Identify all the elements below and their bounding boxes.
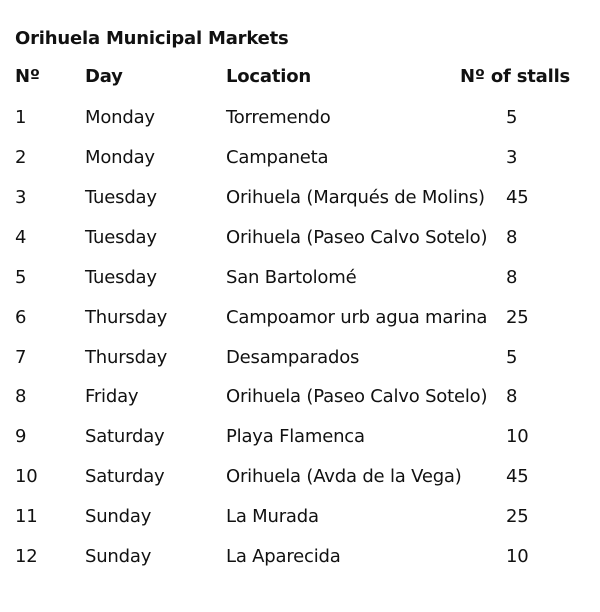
document-title: Orihuela Municipal Markets [15,28,289,49]
table-row [0,107,600,137]
row-location: La Murada [226,506,319,527]
table-row [0,307,600,337]
row-day: Saturday [85,466,165,487]
row-number: 9 [15,426,27,447]
row-number: 2 [15,147,27,168]
row-stalls: 8 [506,227,518,248]
table-row [0,227,600,257]
table-header-row [0,66,600,96]
row-location: Campaneta [226,147,329,168]
row-day: Tuesday [85,227,157,248]
row-day: Thursday [85,307,168,328]
table-row [0,506,600,536]
table-row [0,546,600,576]
row-stalls: 10 [506,546,529,567]
table-row [0,386,600,416]
row-location: Orihuela (Avda de la Vega) [226,466,462,487]
table-row [0,147,600,177]
row-number: 12 [15,546,38,567]
row-location: Desamparados [226,347,360,368]
row-location: Torremendo [226,107,331,128]
table-row [0,267,600,297]
row-number: 4 [15,227,27,248]
row-number: 7 [15,347,27,368]
row-location: La Aparecida [226,546,341,567]
row-location: Campoamor urb agua marina [226,307,488,328]
header-location: Location [226,66,312,87]
table-row [0,426,600,456]
row-day: Monday [85,107,155,128]
table-row [0,347,600,377]
table-row [0,187,600,217]
table-row [0,466,600,496]
row-location: Orihuela (Paseo Calvo Sotelo) [226,386,488,407]
row-stalls: 45 [506,466,529,487]
row-stalls: 5 [506,107,518,128]
row-stalls: 25 [506,307,529,328]
header-day: Day [85,66,123,87]
row-number: 3 [15,187,27,208]
row-day: Friday [85,386,139,407]
row-number: 6 [15,307,27,328]
row-day: Monday [85,147,155,168]
row-stalls: 8 [506,386,518,407]
row-number: 8 [15,386,27,407]
row-stalls: 10 [506,426,529,447]
row-stalls: 5 [506,347,518,368]
row-location: Orihuela (Paseo Calvo Sotelo) [226,227,488,248]
row-number: 1 [15,107,27,128]
row-number: 10 [15,466,38,487]
row-stalls: 45 [506,187,529,208]
header-stalls: Nº of stalls [460,66,571,87]
row-number: 5 [15,267,27,288]
row-day: Sunday [85,506,152,527]
row-day: Tuesday [85,187,157,208]
row-location: Orihuela (Marqués de Molins) [226,187,485,208]
row-day: Thursday [85,347,168,368]
row-stalls: 8 [506,267,518,288]
row-stalls: 25 [506,506,529,527]
row-location: San Bartolomé [226,267,357,288]
row-day: Saturday [85,426,165,447]
header-number: Nº [15,66,40,87]
row-location: Playa Flamenca [226,426,365,447]
row-stalls: 3 [506,147,518,168]
row-day: Tuesday [85,267,157,288]
row-day: Sunday [85,546,152,567]
row-number: 11 [15,506,38,527]
